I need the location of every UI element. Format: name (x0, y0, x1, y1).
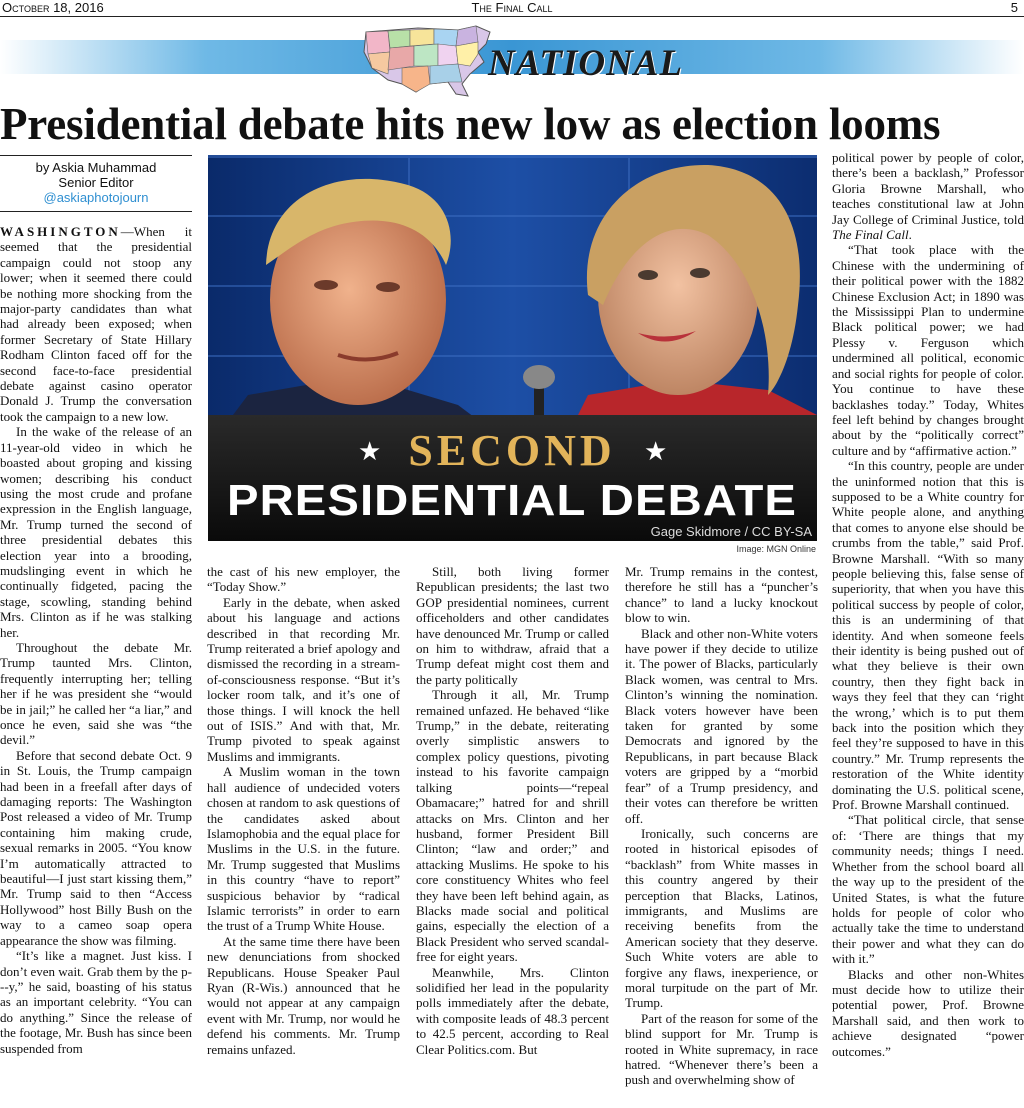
star-left-icon: ★ (358, 437, 382, 466)
debate-image (208, 155, 817, 541)
author-handle[interactable]: @askiaphotojourn (43, 190, 149, 205)
article-column-5 (832, 150, 1024, 1059)
paragraph: “It’s like a magnet. Just kiss. I don’t even wait. Grab them by the p---y,” he said, boasting of his status as an important celebrity. “You can do anything.” Since the release of the footage, Mr. Bush has since been suspended from (0, 948, 192, 1056)
us-map-icon (358, 22, 498, 100)
article-column-2 (207, 564, 400, 1057)
paragraph (0, 224, 192, 424)
author-name: by Askia Muhammad (35, 160, 157, 175)
paragraph: Still, both living former Republican presidents; the last two GOP presidential nominees, current officeholders and other candidates have denounced Mr. Trump or called on him to withdraw, afraid that a Trump defeat might cost them and the party politically (416, 564, 609, 687)
author-title: Senior Editor (58, 175, 134, 190)
paper-name: The Final Call (471, 0, 553, 15)
paragraph: Blacks and other non-Whites must decide how to utilize their potential power, Prof. Browne Marshall said, and then work to achieve designated “power outcomes.” (832, 966, 1024, 1059)
photo-credit: Image: MGN Online (736, 544, 816, 554)
photo-source: Gage Skidmore / CC BY-SA (650, 524, 812, 539)
running-header (0, 0, 1024, 17)
photo-title-line2: PRESIDENTIAL DEBATE (227, 476, 797, 525)
paragraph: Before that second debate Oct. 9 in St. Louis, the Trump campaign had been in a freefall after days of damaging reports: The Washington Post released a video of Mr. Trump containing him making crude, sexual remarks in 2005. “You know I’m automatically attracted to beautiful—I just start kissing them,” Mr. Trump said to then “Access Hollywood” host Billy Bush on the way to a cameo soap opera appearance the show was filming. (0, 747, 192, 948)
dateline: WASHINGTON (0, 224, 121, 239)
paragraph: Early in the debate, when asked about his language and actions described in that recording Mr. Trump reiterated a brief apology and dismissed the recording in a stream-of-consciousness response. “But it’s locker room talk, and it’s one of those things. I will knock the hell out of ISIS.” And with that, Mr. Trump pivoted to speak against Muslims and immigrants. (207, 594, 400, 764)
paragraph: “That political circle, that sense of: ‘There are things that my community needs; things I need. Whether from the school board all the way up to the president of the United States, is what the future holds for people of color who actually take the time to understand their power and what they can do with it.” (832, 812, 1024, 967)
byline (0, 155, 192, 212)
publication-name: The Final Call (832, 227, 909, 243)
section-title: NATIONAL (488, 43, 684, 84)
article-column-3 (416, 564, 609, 1057)
issue-date: October 18, 2016 (2, 0, 104, 15)
paragraph: Throughout the debate Mr. Trump taunted Mrs. Clinton, frequently interrupting her; telling her if he was president she “would be in jail;” he called her “a liar,” and once he even, said she was “the devil.” (0, 639, 192, 748)
article-column-1 (0, 224, 192, 1056)
paragraph-text: . (908, 227, 912, 243)
paragraph: the cast of his new employer, the “Today Show.” (207, 564, 400, 595)
paragraph: “That took place with the Chinese with the undermining of their political power with the 1882 Chinese Exclusion Act; in 1890 was the Mississippi Plan to undermine Black political power; we had Plessy v. Ferguson which undermined all political, economic and social rights for people of color. You continue to have these backlashes today.” Today, Whites feel left behind by changes brought about by the “politically correct” culture and by “affirmative action.” (832, 242, 1024, 458)
photo-title-line1: SECOND (408, 426, 616, 475)
paragraph-text: political power by people of color, there’s been a backlash,” Professor Gloria Browne Marshall, who teaches constitutional law at John Jay College of Criminal Justice, told (832, 150, 1024, 227)
article-headline: Presidential debate hits new low as election looms (0, 99, 941, 149)
paragraph: At the same time there have been new denunciations from shocked Republicans. House Speaker Paul Ryan (R-Wis.) announced that he would not appear at any campaign event with Mr. Trump, nor would he defend his comments. Mr. Trump remains unfazed. (207, 933, 400, 1057)
page-number: 5 (1010, 0, 1018, 15)
paragraph: “In this country, people are under the uninformed notion that this is supposed to be a White country for White people alone, and anything that comes to anyone else should be crumbs from the table,” said Prof. Browne Marshall. “With so many people believing this, false sense of superiority, that when you have this political success by people of color, this is an undermining of that identity. And when someone feels their identity is being pushed out of what they believe is their own country, then they fight back in ways they feel that they can ‘right the wrong,’ which is to put them back into the position which they feel they’re supposed to have in this country.” Mr. Trump represents the restoration of the White identity dominating the U.S. political scene, Prof. Browne Marshall continued. (832, 458, 1024, 813)
paragraph: Through it all, Mr. Trump remained unfazed. He behaved “like Trump,” in the debate, reiterating overly simplistic answers to complex policy questions, pivoting instead to his favorite campaign talking points—“repeal Obamacare;” hatred for and shrill attacks on Mrs. Clinton and her husband, former President Bill Clinton; “law and order;” and attacking Muslims. He spoke to his core constituency Whites who feel they have been left behind again, as Blacks made social and political gains, especially the election of a Black President who served scandal-free for eight years. (416, 687, 609, 965)
paragraph: Mr. Trump remains in the contest, therefore he still has a “puncher’s chance” to land a lucky knockout blow to win. (625, 564, 818, 626)
paragraph: A Muslim woman in the town hall audience of undecided voters chosen at random to ask questions of the candidates asked about Islamophobia and the equal place for Muslims in the U.S. in the future. Mr. Trump suggested that Muslims in this country “have to report” suspicious behavior by “radical Islamic terrorists” in order to earn the trust of a Trump White House. (207, 764, 400, 934)
debate-photo (208, 155, 817, 541)
paragraph: Part of the reason for some of the blind support for Mr. Trump is rooted in White supremacy, in race hatred. “Whenever there’s been a push and overwhelming show of (625, 1010, 818, 1088)
article-column-4 (625, 564, 818, 1088)
star-right-icon: ★ (644, 437, 668, 466)
paragraph: Ironically, such concerns are rooted in historical episodes of “backlash” from White masses in this country angered by their perception that Blacks, Latinos, immigrants, and Muslims are receiving benefits from the American society that they deserve. Such White voters are able to forgive any flaws, inexperience, or moral turpitude on the part of Mr. Trump. (625, 825, 818, 1011)
paragraph: Meanwhile, Mrs. Clinton solidified her lead in the popularity polls immediately after the debate, with composite leads of 48.3 percent to 42.5 percent, according to Real Clear Politics.com. But (416, 964, 609, 1057)
paragraph-text: —When it seemed that the presidential campaign could not stoop any lower; when it seemed there could be nothing more shocking from the major-party candidates than what had already been exposed; when former Secretary of State Hillary Rodham Clinton faced off for the second face-to-face presidential debate against casino operator Donald J. Trump the conversation took the campaign to a new low. (0, 224, 192, 424)
paragraph (832, 150, 1024, 242)
paragraph: In the wake of the release of an 11-year-old video in which he boasted about groping and kissing women; describing his conduct using the most crude and profane expression in the English language, Mr. Trump turned the second of three presidential debates this election year into a brooding, mudslinging event in which he continually fidgeted, pacing the stage, scowling, standing behind Mrs. Clinton as if he was stalking her. (0, 424, 192, 640)
paragraph: Black and other non-White voters have power if they decide to utilize it. The power of Blacks, particularly Black women, was central to Mrs. Clinton’s winning the nomination. Black voters however have been taken for granted by some Democrats and ignored by the Republicans, in part because Black voters are gripped by a “morbid fear” of a Trump presidency, and their votes can therefore be written off. (625, 625, 818, 826)
